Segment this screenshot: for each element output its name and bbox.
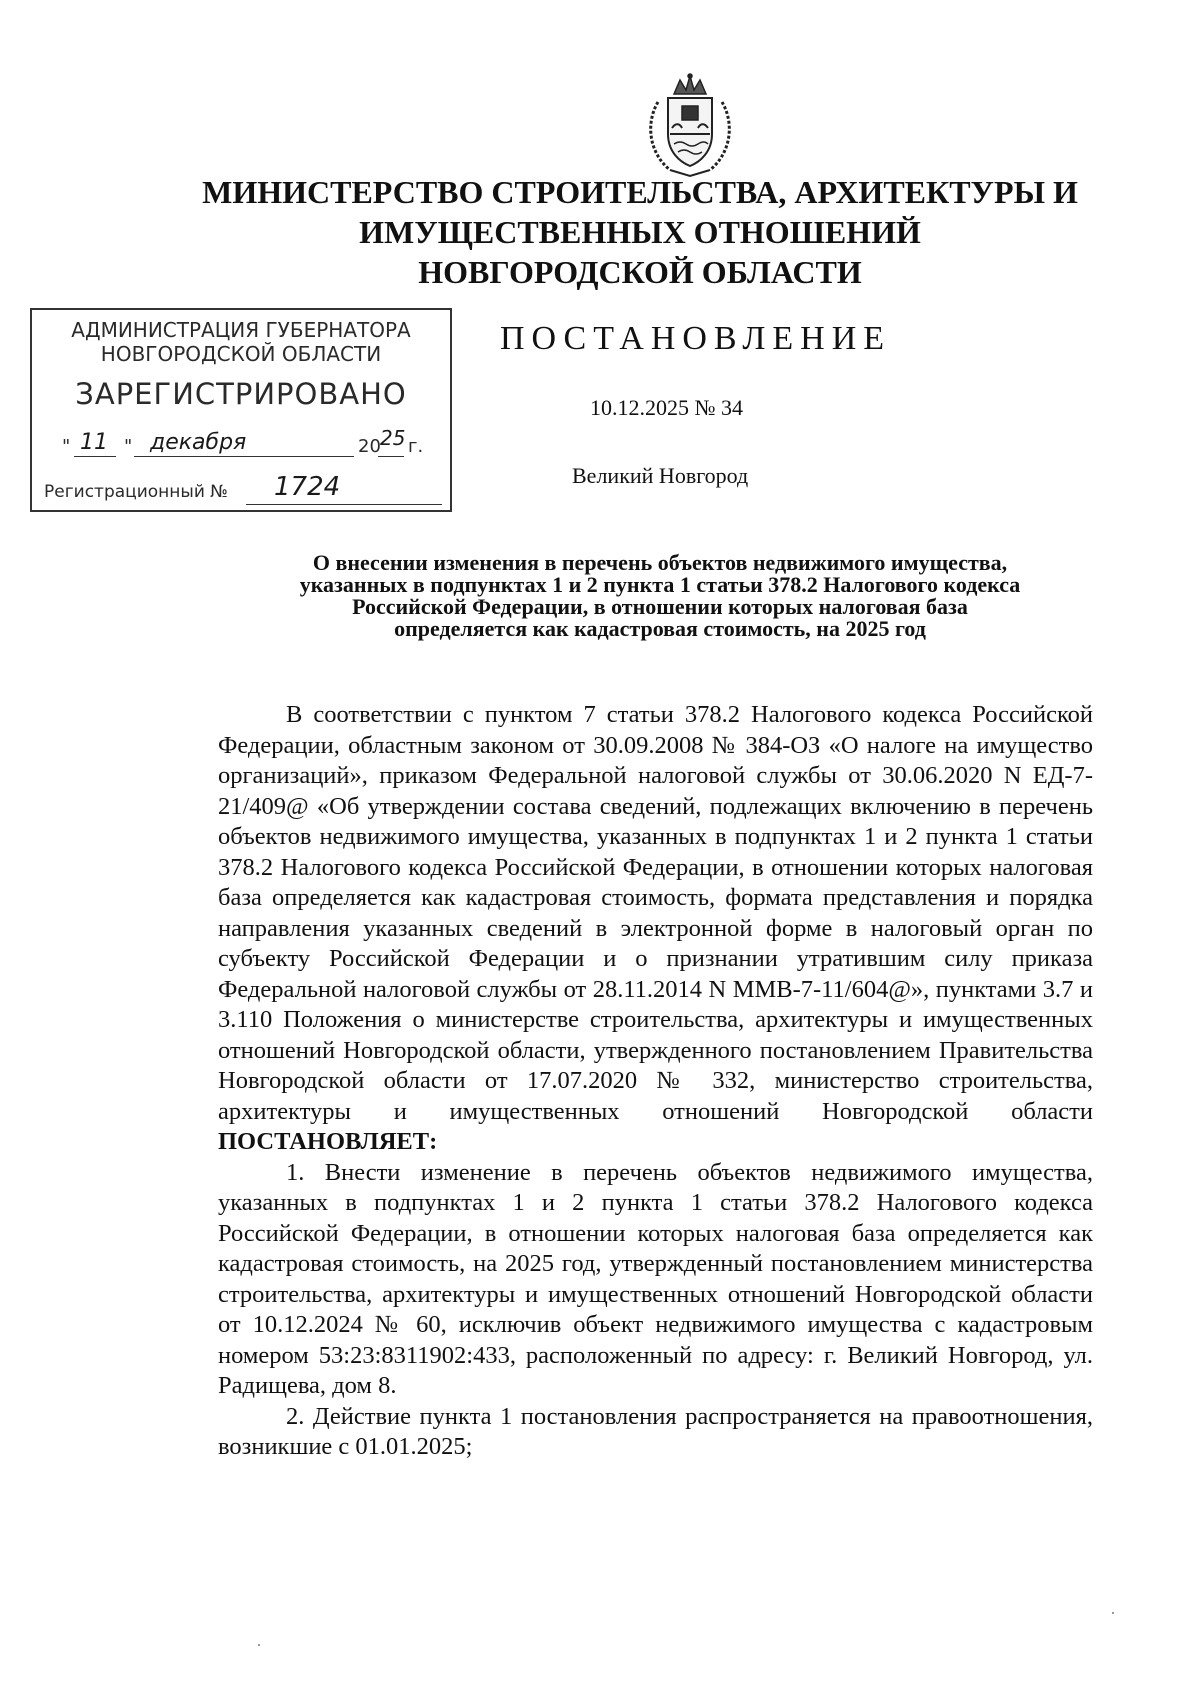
document-subject bbox=[215, 552, 1105, 640]
stamp-registration-number bbox=[44, 472, 444, 506]
stamp-quote-close: " bbox=[124, 436, 133, 457]
stamp-registered-label: ЗАРЕГИСТРИРОВАНО bbox=[75, 377, 407, 411]
stamp-reg-number: 1724 bbox=[274, 472, 341, 502]
stamp-year-unit: г. bbox=[408, 436, 424, 457]
document-date-number: 10.12.2025 № 34 bbox=[590, 395, 743, 420]
document-type: ПОСТАНОВЛЕНИЕ bbox=[500, 320, 892, 357]
coat-of-arms-emblem bbox=[640, 72, 740, 182]
stamp-date bbox=[62, 426, 442, 462]
stamp-organization bbox=[32, 318, 450, 366]
ministry-name-line-1: МИНИСТЕРСТВО СТРОИТЕЛЬСТВА, АРХИТЕКТУРЫ И bbox=[202, 174, 1078, 210]
document-city: Великий Новгород bbox=[572, 463, 749, 488]
ministry-name-line-3: НОВГОРОДСКОЙ ОБЛАСТИ bbox=[418, 254, 862, 290]
document-body bbox=[218, 700, 1093, 1463]
preamble-paragraph bbox=[218, 700, 1093, 1158]
stamp-quote-open: " bbox=[62, 436, 71, 457]
item-1-paragraph: 1. Внести изменение в перечень объектов недвижимого имущества, указанных в подпунктах 1 и 2 пункта 1 статьи 378.2 Налогового кодекса Российской Федерации, в отношении которых налоговая база определяется как кадастровая стоимость, на 2025 год, утвержденный постановлением министерства строительства, архитектуры и имущественных отношений Новгородской области от 10.12.2024 № 60, исключив объект недвижимого имущества с кадастровым номером 53:23:8311902:433, расположенный по адресу: г. Великий Новгород, ул. Радищева, дом 8. bbox=[218, 1158, 1093, 1399]
stamp-year-suffix: 25 bbox=[380, 426, 406, 450]
stamp-org-line-2: НОВГОРОДСКОЙ ОБЛАСТИ bbox=[100, 342, 382, 366]
ministry-name-line-2: ИМУЩЕСТВЕННЫХ ОТНОШЕНИЙ bbox=[359, 214, 921, 250]
stamp-reg-label: Регистрационный № bbox=[44, 482, 228, 502]
subject-line-1: О внесении изменения в перечень объектов недвижимого имущества, bbox=[312, 550, 1008, 575]
stamp-org-line-1: АДМИНИСТРАЦИЯ ГУБЕРНАТОРА bbox=[71, 318, 411, 342]
preamble-text: В соответствии с пунктом 7 статьи 378.2 Налогового кодекса Российской Федерации, областным законом от 30.09.2008 № 384-ОЗ «О налоге на имущество организаций», приказом Федеральной налоговой службы от 30.06.2020 N ЕД-7-21/409@ «Об утверждении состава сведений, подлежащих включению в перечень объектов недвижимого имущества, указанных в подпунктах 1 и 2 пункта 1 статьи 378.2 Налогового кодекса Российской Федерации, в отношении которых налоговая база определяется как кадастровая стоимость, формата представления и порядка направления указанных сведений в электронной форме в налоговый орган по субъекту Российской Федерации и о признании утратившим силу приказа Федеральной налоговой службы от 28.11.2014 N ММВ-7-11/604@», пунктами 3.7 и 3.110 Положения о министерстве строительства, архитектуры и имущественных отношений Новгородской области, утвержденного постановлением Правительства Новгородской области от 17.07.2020 № 332, министерство строительства, архитектуры и имущественных отношений Новгородской области bbox=[218, 701, 1093, 1125]
stamp-day: 11 bbox=[80, 430, 108, 455]
stamp-month: декабря bbox=[150, 430, 247, 455]
ministry-name bbox=[200, 172, 1080, 292]
registration-stamp bbox=[30, 308, 452, 512]
subject-line-4: определяется как кадастровая стоимость, на 2025 год bbox=[394, 616, 926, 641]
subject-line-2: указанных в подпунктах 1 и 2 пункта 1 статьи 378.2 Налогового кодекса bbox=[299, 572, 1021, 597]
stamp-year-prefix: 20 bbox=[358, 436, 381, 457]
resolves-word: ПОСТАНОВЛЯЕТ: bbox=[218, 1128, 438, 1155]
subject-line-3: Российской Федерации, в отношении которых налоговая база bbox=[352, 594, 968, 619]
item-2-paragraph: 2. Действие пункта 1 постановления распространяется на правоотношения, возникшие с 01.01.2025; bbox=[218, 1402, 1093, 1460]
